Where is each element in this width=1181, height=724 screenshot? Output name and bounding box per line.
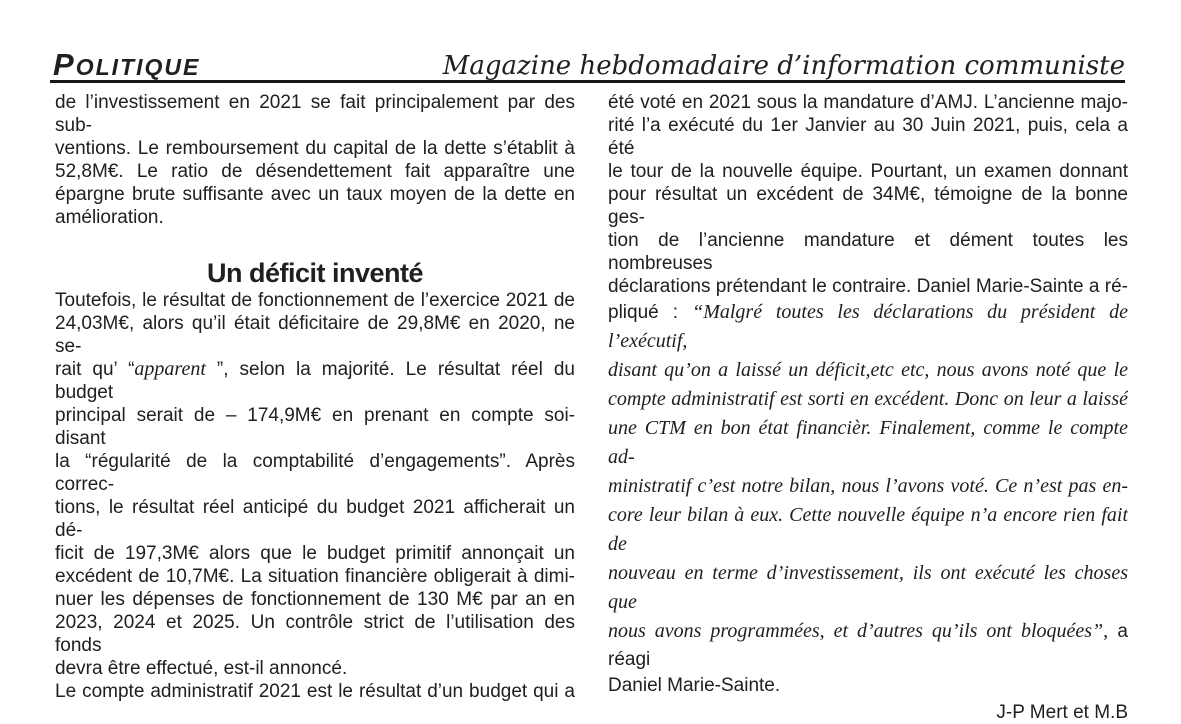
text-segment: ficit de 197,3M€ alors que le budget primitif annonçait un (55, 543, 575, 564)
subheading-deficit-invente: Un déficit inventé (206, 258, 424, 288)
text-line (55, 358, 575, 404)
text-segment: rité l’a exécuté du 1er Janvier au 30 Juin 2021, puis, cela a été (608, 115, 1128, 159)
text-line (55, 91, 575, 137)
text-segment: rait qu’ “ (55, 359, 135, 380)
quote-text-segment: apparent (134, 358, 206, 380)
text-segment: Le compte administratif 2021 est le résultat d’un budget qui a (55, 681, 575, 702)
text-segment: 52,8M€. Le ratio de désendettement fait apparaître une (55, 161, 575, 182)
paragraph-compte-administratif (608, 91, 1128, 697)
text-line (55, 183, 575, 206)
article-body (55, 83, 1128, 724)
text-line (608, 160, 1128, 183)
text-line (608, 298, 1128, 356)
quote-text-segment: “Malgré toutes les déclarations du président de l’exécutif, (608, 301, 1128, 352)
text-line (55, 542, 575, 565)
text-segment: a réagi (608, 621, 1128, 670)
text-segment: Daniel Marie-Sainte. (608, 675, 781, 696)
text-line (55, 160, 575, 183)
text-line (55, 404, 575, 450)
quote-text-segment: disant qu’on a laissé un déficit,etc etc, nous avons noté que le (608, 359, 1128, 381)
text-line (608, 559, 1128, 617)
section-title: POLITIQUE (53, 46, 201, 82)
quote-text-segment: nous avons programmées, et d’autres qu’ils ont bloquées”, (608, 620, 1109, 642)
text-segment: le tour de la nouvelle équipe. Pourtant, un examen donnant (608, 161, 1128, 182)
right-column (608, 91, 1128, 724)
text-line (608, 617, 1128, 674)
text-segment: amélioration. (55, 207, 164, 228)
text-segment: 2023, 2024 et 2025. Un contrôle strict de l’utilisation des fonds (55, 612, 575, 656)
quote-text-segment: nouveau en terme d’investissement, ils ont exécuté les choses que (608, 562, 1128, 613)
quote-text-segment: core leur bilan à eux. Cette nouvelle équipe n’a encore rien fait de (608, 504, 1128, 555)
text-line (55, 289, 575, 312)
byline: J-P Mert et M.B (996, 702, 1128, 723)
text-line (55, 611, 575, 657)
text-line (608, 91, 1128, 114)
text-segment: tion de l’ancienne mandature et dément toutes les nombreuses (608, 230, 1128, 274)
text-line (55, 137, 575, 160)
magazine-tagline: Magazine hebdomadaire d’information communiste (442, 51, 1125, 81)
text-line (608, 674, 1128, 697)
text-line (608, 356, 1128, 385)
text-segment: excédent de 10,7M€. La situation financière obligerait à dimi- (55, 566, 575, 587)
quote-text-segment: une CTM en bon état financièr. Finalement, comme le compte ad- (608, 417, 1128, 468)
text-line (55, 206, 575, 229)
quote-text-segment: compte administratif est sorti en excédent. Donc on leur a laissé (608, 388, 1128, 410)
text-line (55, 312, 575, 358)
text-line (55, 450, 575, 496)
text-line (608, 114, 1128, 160)
text-line (55, 657, 575, 680)
text-segment: nuer les dépenses de fonctionnement de 130 M€ par an en (55, 589, 575, 610)
text-segment: principal serait de – 174,9M€ en prenant en compte soi-disant (55, 405, 575, 449)
paragraph-deficit (55, 289, 575, 703)
text-segment: ”, selon la majorité. Le résultat réel du budget (55, 359, 575, 403)
text-line (608, 414, 1128, 472)
text-line (55, 496, 575, 542)
paragraph-finances (55, 91, 575, 229)
text-segment: tions, le résultat réel anticipé du budget 2021 afficherait un dé- (55, 497, 575, 541)
text-line (608, 501, 1128, 559)
text-line (608, 229, 1128, 275)
quote-text-segment: ministratif c’est notre bilan, nous l’avons voté. Ce n’est pas en- (608, 475, 1128, 497)
text-line (608, 275, 1128, 298)
text-line (608, 183, 1128, 229)
text-line (608, 385, 1128, 414)
text-segment: Toutefois, le résultat de fonctionnement de l’exercice 2021 de (55, 290, 575, 311)
text-segment: la “régularité de la comptabilité d’engagements”. Après correc- (55, 451, 575, 495)
masthead (50, 0, 1125, 83)
text-line (55, 565, 575, 588)
text-segment: de l’investissement en 2021 se fait principalement par des sub- (55, 92, 575, 136)
text-segment: pliqué : (608, 302, 693, 323)
text-line (55, 588, 575, 611)
text-segment: épargne brute suffisante avec un taux moyen de la dette en (55, 184, 575, 205)
text-segment: pour résultat un excédent de 34M€, témoigne de la bonne ges- (608, 184, 1128, 228)
text-segment: ventions. Le remboursement du capital de la dette s’établit à (55, 138, 575, 159)
text-segment: 24,03M€, alors qu’il était déficitaire de 29,8M€ en 2020, ne se- (55, 313, 575, 357)
text-segment: déclarations prétendant le contraire. Daniel Marie-Sainte a ré- (608, 276, 1128, 297)
text-line (55, 680, 575, 703)
left-column (55, 91, 575, 724)
text-line (608, 472, 1128, 501)
text-segment: été voté en 2021 sous la mandature d’AMJ. L’ancienne majo- (608, 92, 1128, 113)
text-segment: devra être effectué, est-il annoncé. (55, 658, 348, 679)
